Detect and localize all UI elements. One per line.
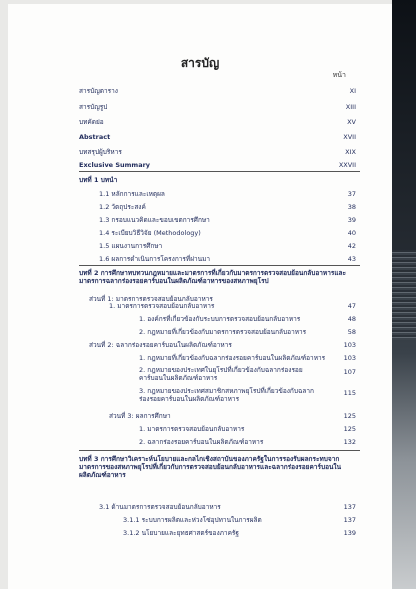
toc-entry-label: 3.1.2 นโยบายและยุทธศาสตร์ของภาครัฐ xyxy=(123,529,239,537)
toc-entry-label: 1. องค์กรที่เกี่ยวข้องกับระบบการตรวจสอบย้อนกลับอาหาร xyxy=(139,315,301,323)
toc-entry-page: 139 xyxy=(343,529,356,537)
toc-entry-label: 2. กฎหมายที่เกี่ยวข้องกับมาตรการตรวจสอบย้อนกลับอาหาร xyxy=(139,328,307,336)
toc-entry-page: 107 xyxy=(343,368,356,376)
toc-entry-label: บทคัดย่อ xyxy=(79,118,104,126)
section-divider xyxy=(79,171,360,172)
toc-entry-page: 42 xyxy=(347,242,356,250)
toc-entry-page: 58 xyxy=(347,328,356,336)
toc-entry-page: 125 xyxy=(343,412,356,420)
toc-entry-label: 1.6 ผลการดำเนินการโครงการที่ผ่านมา xyxy=(99,255,211,263)
toc-entry-page: 40 xyxy=(347,229,356,237)
toc-entry-label: 1.2 วัตถุประสงค์ xyxy=(99,203,146,211)
toc-entry-page: 39 xyxy=(347,216,356,224)
edge-texture xyxy=(392,250,416,340)
chapter-title: บทที่ 1 บทนำ xyxy=(79,176,118,184)
chapter-title: บทที่ 3 การศึกษาวิเคราะห์นโยบายและกลไกเชิงสถาบันของภาครัฐในการรองรับผลกระทบจากมาตรการของสหภาพยุโรปที่เกี่ยวกับการตรวจสอบย้อนกลับอาหารและฉลากร่องรอยคาร์บอนในผลิตภัณฑ์อาหาร xyxy=(79,455,342,479)
toc-entry-page: XIX xyxy=(345,148,356,156)
toc-entry-label: 3.1.1 ระบบการผลิตและห่วงโซ่อุปทานในการผลิต xyxy=(123,516,262,524)
chapter-title: บทที่ 2 การศึกษาทบทวนกฎหมายและมาตรการที่เกี่ยวกับมาตรการตรวจสอบย้อนกลับอาหารและมาตรการฉลากร่องรอยคาร์บอนในผลิตภัณฑ์อาหารของสหภาพยุโรป xyxy=(79,269,347,285)
toc-entry-label: 2. ฉลากร่องรอยคาร์บอนในผลิตภัณฑ์อาหาร xyxy=(139,438,264,446)
toc-entry-label: 1. มาตรการตรวจสอบย้อนกลับอาหาร xyxy=(139,425,245,433)
toc-entry-page: 43 xyxy=(347,255,356,263)
toc-entry-page: 137 xyxy=(343,503,356,511)
toc-entry-page: XXVII xyxy=(338,161,356,169)
page-column-header: หน้า xyxy=(332,71,346,79)
toc-entry-page: 125 xyxy=(343,425,356,433)
toc-entry-page: 103 xyxy=(343,354,356,362)
toc-entry-page: 37 xyxy=(347,190,356,198)
toc-entry-label: 1. มาตรการตรวจสอบย้อนกลับอาหาร xyxy=(109,302,215,310)
toc-entry-label: 3.1 ด้านมาตรการตรวจสอบย้อนกลับอาหาร xyxy=(99,503,221,511)
toc-entry-label: 1.5 แผนงานการศึกษา xyxy=(99,242,163,250)
toc-entry-page: 48 xyxy=(347,315,356,323)
toc-entry-label: Abstract xyxy=(79,133,111,141)
toc-part-heading: ส่วนที่ 1: มาตรการตรวจสอบย้อนกลับอาหาร xyxy=(89,295,213,303)
section-divider xyxy=(79,265,360,266)
toc-entry-page: 132 xyxy=(343,438,356,446)
toc-entry-label: 1.4 ระเบียบวิธีวิจัย (Methodology) xyxy=(99,229,201,237)
toc-entry-label: 3. กฎหมายของประเทศสมาชิกสหภาพยุโรปที่เกี่ยวข้องกับฉลากร่องรอยคาร์บอนในผลิตภัณฑ์อาหาร xyxy=(139,387,314,403)
toc-part-heading: ส่วนที่ 3: ผลการศึกษา xyxy=(109,412,171,420)
toc-entry-label: 1. กฎหมายที่เกี่ยวข้องกับฉลากร่องรอยคาร์บอนในผลิตภัณฑ์อาหาร xyxy=(139,354,326,362)
toc-entry-label: 1.1 หลักการและเหตุผล xyxy=(99,190,165,198)
page-title: สารบัญ xyxy=(180,56,220,70)
toc-entry-label: 1.3 กรอบแนวคิดและขอบเขตการศึกษา xyxy=(99,216,210,224)
toc-entry-label: บทสรุปผู้บริหาร xyxy=(79,148,122,156)
document-page xyxy=(8,4,392,589)
toc-entry-label: สารบัญตาราง xyxy=(79,87,118,95)
toc-entry-page: XI xyxy=(349,87,356,95)
toc-entry-page: 47 xyxy=(347,302,356,310)
toc-entry-label: Exclusive Summary xyxy=(79,161,151,169)
toc-entry-page: XVII xyxy=(343,133,356,141)
toc-entry-label: 2. กฎหมายของประเทศในยุโรปที่เกี่ยวข้องกับฉลากร่องรอยคาร์บอนในผลิตภัณฑ์อาหาร xyxy=(139,366,303,382)
toc-entry-label: สารบัญรูป xyxy=(79,103,108,111)
toc-entry-page: XIII xyxy=(345,103,356,111)
toc-part-heading: ส่วนที่ 2: ฉลากร่องรอยคาร์บอนในผลิตภัณฑ์อาหาร xyxy=(89,341,232,349)
toc-entry-page: 115 xyxy=(343,389,356,397)
toc-entry-page: 103 xyxy=(343,341,356,349)
toc-entry-page: 38 xyxy=(347,203,356,211)
book-edge-image xyxy=(392,0,416,589)
toc-entry-page: 137 xyxy=(343,516,356,524)
section-divider xyxy=(79,450,360,451)
toc-entry-page: XV xyxy=(347,118,356,126)
